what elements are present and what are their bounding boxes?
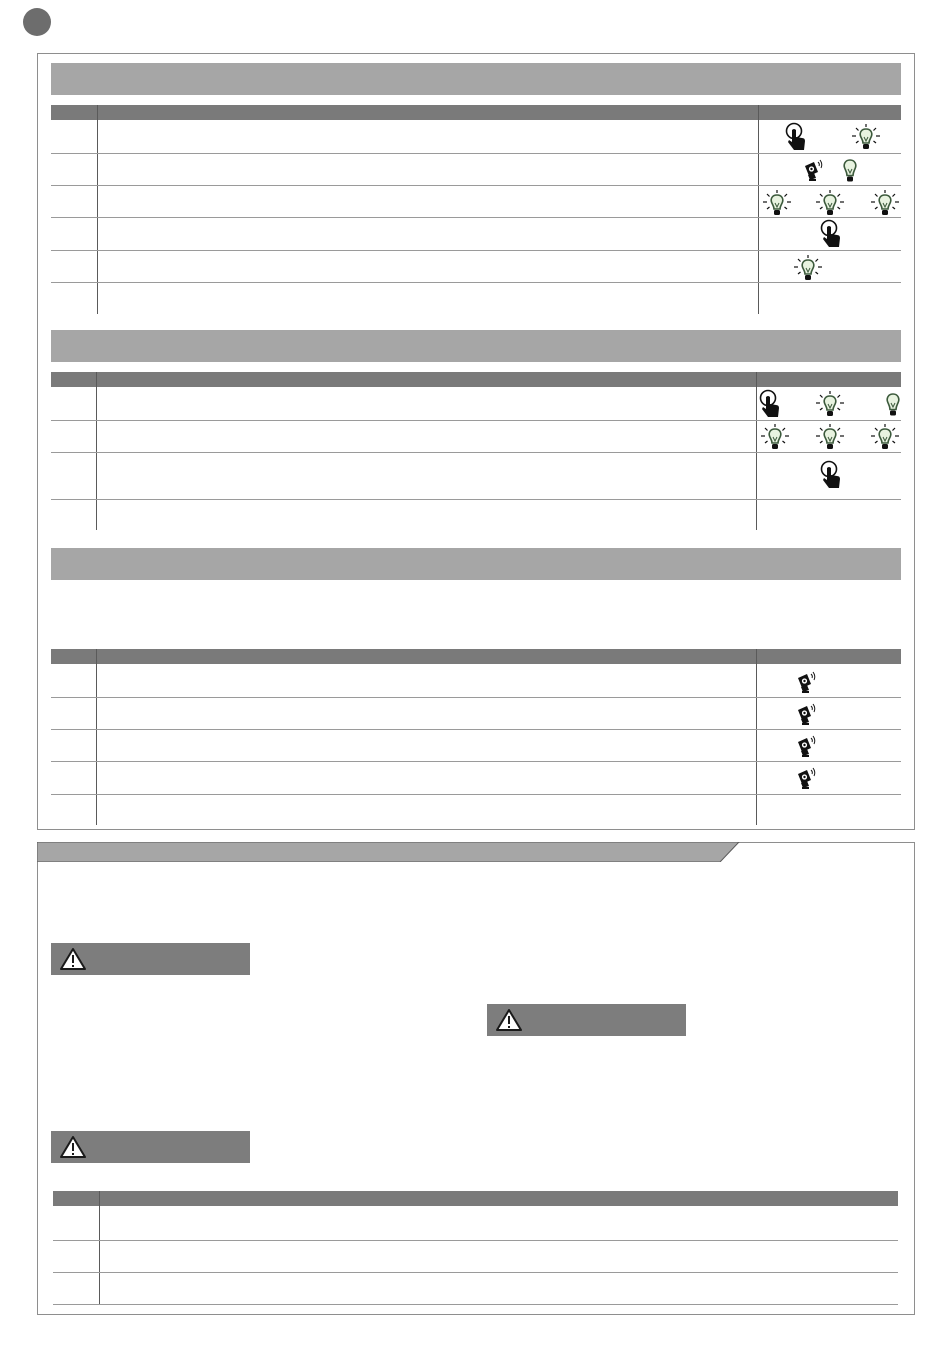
section-2-table-header (51, 372, 901, 387)
warning-bar-2 (487, 1004, 686, 1036)
lower-table-header (53, 1191, 898, 1206)
press-button-icon (819, 460, 843, 490)
section-3-icon-col-divider (756, 649, 757, 825)
warning-triangle-icon (59, 947, 87, 971)
section-3-row-line (51, 697, 901, 698)
lamp-flashing-icon (815, 189, 845, 217)
lamp-icon (878, 390, 908, 418)
lamp-flashing-icon (870, 423, 900, 451)
warning-bar-3 (51, 1131, 250, 1163)
press-button-icon (784, 122, 808, 152)
transmitter-icon (795, 702, 819, 726)
warning-bar-1 (51, 943, 250, 975)
section-1-row-line (51, 250, 901, 251)
section-1-table-header (51, 105, 901, 120)
section-2-row-line (51, 499, 901, 500)
lamp-flashing-icon (762, 189, 792, 217)
press-button-icon (819, 219, 843, 249)
section-2-row-line (51, 452, 901, 453)
section-2-title-band (51, 330, 901, 362)
lamp-flashing-icon (815, 390, 845, 418)
lamp-flashing-icon (870, 189, 900, 217)
lower-table-col-divider (99, 1191, 100, 1304)
lower-title-tab (37, 842, 742, 862)
transmitter-icon (802, 158, 826, 182)
section-2-row-line (51, 420, 901, 421)
section-2-icon-col-divider (756, 372, 757, 530)
lamp-icon (835, 156, 865, 184)
lower-table-row-line (53, 1240, 898, 1241)
section-1-title-band (51, 63, 901, 95)
section-2-col-divider (96, 372, 97, 530)
transmitter-icon (795, 670, 819, 694)
section-3-row-line (51, 761, 901, 762)
section-1-row-line (51, 282, 901, 283)
page-marker (23, 8, 51, 36)
lamp-flashing-icon (851, 123, 881, 151)
section-3-row-line (51, 794, 901, 795)
press-button-icon (758, 389, 782, 419)
lamp-flashing-icon (760, 423, 790, 451)
lower-table-row-line (53, 1304, 898, 1305)
lower-table-row-line (53, 1272, 898, 1273)
lamp-flashing-icon (793, 254, 823, 282)
warning-triangle-icon (59, 1135, 87, 1159)
section-3-col-divider (96, 649, 97, 825)
lamp-flashing-icon (815, 423, 845, 451)
section-3-title-band (51, 548, 901, 580)
section-1-row-line (51, 217, 901, 218)
transmitter-icon (795, 766, 819, 790)
section-1-row-line (51, 185, 901, 186)
lower-frame (37, 842, 915, 1315)
section-3-table-header (51, 649, 901, 664)
section-1-row-line (51, 153, 901, 154)
transmitter-icon (795, 734, 819, 758)
section-3-row-line (51, 729, 901, 730)
warning-triangle-icon (495, 1008, 523, 1032)
